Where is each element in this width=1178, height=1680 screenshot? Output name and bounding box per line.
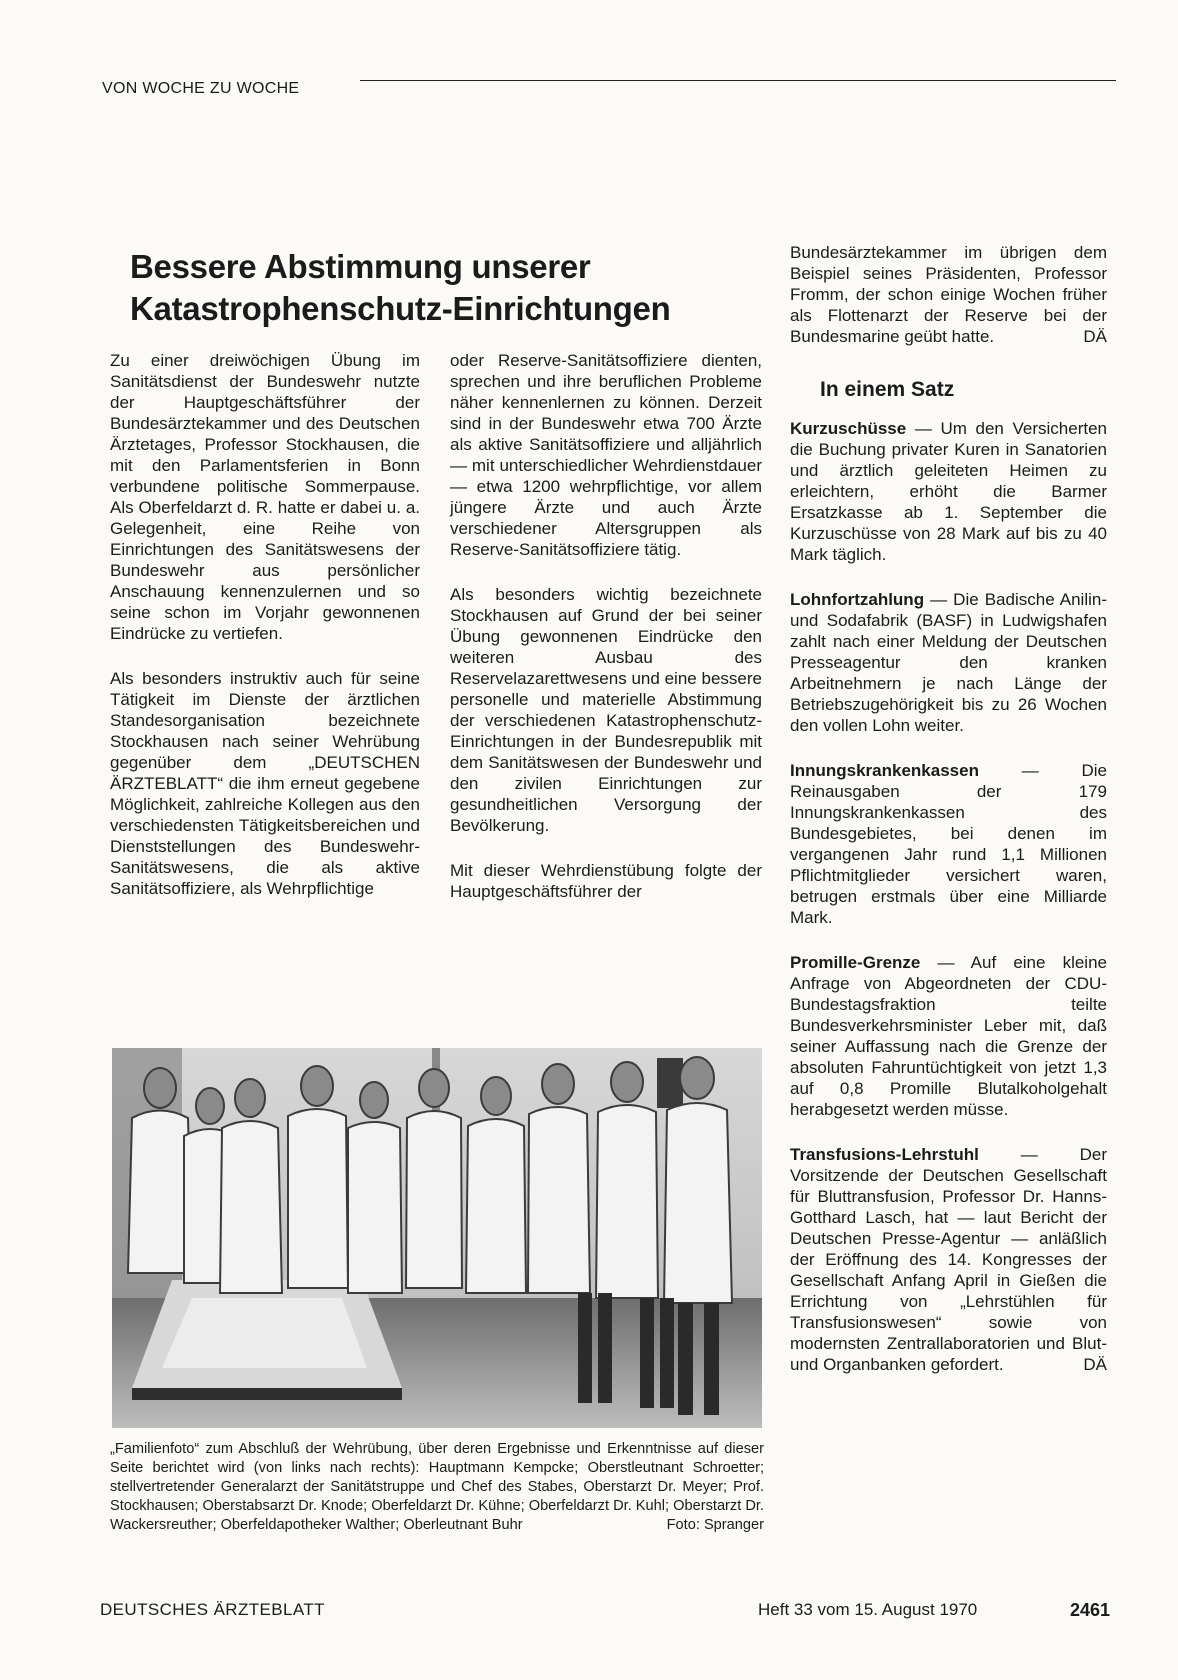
page-number: 2461	[1070, 1600, 1111, 1620]
news-item-text: — Auf eine kleine Anfrage von Abgeordneten der CDU-Bundestagsfraktion teilte Bundesverkehrsminister Leber mit, daß seiner Auffassung nach die Grenze der absoluten Fahruntüchtigkeit von jetzt 1,3 auf 0,8 Promille Blutalkoholgehalt herabgesetzt werden müsse.	[790, 953, 1107, 1119]
news-item	[790, 1144, 1107, 1375]
papers-on-table	[162, 1298, 367, 1368]
mantel-clock	[657, 1058, 683, 1108]
article-column-1	[110, 350, 420, 923]
article-paragraph-continued: Bundesärztekammer im übrigen dem Beispiel seines Präsidenten, Professor Fromm, der schon einige Wochen früher als Flottenarzt der Reserve bei der Bundesmarine geübt hatte. DÄ	[790, 243, 1107, 346]
table-edge	[132, 1388, 402, 1400]
news-item-text: — Um den Versicherten die Buchung privater Kuren in Sanatorien und ärztlich geleiteten Heimen zu erleichtern, erhöht die Barmer Ersatzkasse ab 1. September die Kurzuschüsse von 28 Mark auf bis zu 40 Mark täglich.	[790, 419, 1107, 564]
news-item-head: Innungskrankenkassen	[790, 761, 979, 780]
news-item-text: — Der Vorsitzende der Deutschen Gesellschaft für Bluttransfusion, Professor Dr. Hanns-Gotthard Lasch, hat — laut Bericht der Deutschen Presse-Agentur — anläßlich der Eröffnung des 14. Kongresses der Gesellschaft Anfang April in Gießen die Errichtung von „Lehrstühlen für Transfusionswesen“ sowie von modernsten Zentrallaboratorien und Blut- und Organbanken gefordert.	[790, 1145, 1107, 1374]
header-rule	[360, 80, 1116, 81]
article-paragraph: Als besonders instruktiv auch für seine Tätigkeit im Dienste der ärztlichen Standesorganisation bezeichnete Stockhausen nach seiner Wehrübung gegenüber dem „DEUTSCHEN ÄRZTEBLATT“ die ihm erneut gegebene Möglichkeit, zahlreiche Kollegen aus den verschiedensten Tätigkeitsbereichen und Dienststellungen des Bundeswehr-Sanitätswesens, die als aktive Sanitätsoffiziere, als Wehrpflichtige	[110, 669, 420, 898]
news-item-head: Kurzuschüsse	[790, 419, 907, 438]
sidebar-heading: In einem Satz	[820, 378, 955, 401]
news-item	[790, 760, 1107, 928]
footer-issue: Heft 33 vom 15. August 1970	[758, 1600, 978, 1619]
article-paragraph: Zu einer dreiwöchigen Übung im Sanitätsdienst der Bundeswehr nutzte der Hauptgeschäftsführer der Bundesärztekammer und des Deutschen Ärztetages, Professor Stockhausen, die mit den Parlamentsferien in Bonn verbundene politische Sommerpause. Als Oberfeldarzt d. R. hatte er dabei u. a. Gelegenheit, eine Reihe von Einrichtungen des Sanitätswesens der Bundeswehr aus persönlicher Anschauung kennenzulernen und so seine schon im Vorjahr gewonnenen Eindrücke zu vertiefen.	[110, 351, 420, 643]
title-line-1: Bessere Abstimmung unserer	[130, 248, 591, 285]
news-item	[790, 952, 1107, 1120]
news-item	[790, 589, 1107, 736]
photo-credit: Foto: Spranger	[666, 1517, 764, 1533]
news-item-head: Transfusions-Lehrstuhl	[790, 1145, 979, 1164]
title-line-2: Katastrophenschutz-Einrichtungen	[130, 290, 671, 327]
article-column-2	[450, 350, 762, 926]
news-item-text: — Die Reinausgaben der 179 Innungskrankenkassen des Bundesgebietes, bei denen im vergangenen Jahr rund 1,1 Millionen Pflichtmitglieder versichert waren, betrugen erstmals über eine Milliarde Mark.	[790, 761, 1107, 927]
news-item-head: Promille-Grenze	[790, 953, 921, 972]
news-item	[790, 418, 1107, 565]
article-paragraph: Als besonders wichtig bezeichnete Stockhausen auf Grund der bei seiner Übung gewonnenen Eindrücke den weiteren Ausbau des Reservelazarettwesens und eine bessere personelle und materielle Abstimmung der verschiedenen Katastrophenschutz-Einrichtungen in der Bundesrepublik mit dem Sanitätswesen der Bundeswehr und den zivilen Einrichtungen zur gesundheitlichen Versorgung der Bevölkerung.	[450, 585, 762, 835]
article-paragraph: Mit dieser Wehrdienstübung folgte der Hauptgeschäftsführer der	[450, 861, 762, 901]
article-title	[130, 246, 690, 330]
article-signature: DÄ	[1083, 327, 1107, 346]
sidebar-column	[790, 242, 1107, 1375]
news-item-head: Lohnfortzahlung	[790, 590, 925, 609]
article-paragraph: oder Reserve-Sanitätsoffiziere dienten, sprechen und ihre beruflichen Probleme näher kennenlernen zu können. Derzeit sind in der Bundeswehr etwa 700 Ärzte als aktive Sanitätsoffiziere und alljährlich — mit unterschiedlicher Wehrdienstdauer — etwa 1200 wehrpflichtige, vor allem jüngere Ärzte und auch Ärzte verschiedener Altersgruppen als Reserve-Sanitätsoffiziere tätig.	[450, 351, 762, 559]
news-item-text: — Die Badische Anilin- und Sodafabrik (BASF) in Ludwigshafen zahlt nach einer Meldung der Deutschen Presseagentur den kranken Arbeitnehmern je nach Länge der Betriebszugehörigkeit bis zu 26 Wochen den vollen Lohn weiter.	[790, 590, 1107, 735]
group-photo	[112, 1048, 762, 1428]
photo-caption	[110, 1440, 764, 1535]
footer-publication: DEUTSCHES ÄRZTEBLATT	[100, 1600, 325, 1619]
sidebar-signature: DÄ	[1083, 1355, 1107, 1374]
running-head: VON WOCHE ZU WOCHE	[102, 80, 300, 97]
caption-text: „Familienfoto“ zum Abschluß der Wehrübung, über deren Ergebnisse und Erkenntnisse auf dieser Seite berichtet wird (von links nach rechts): Hauptmann Kempcke; Oberstleutnant Schroetter; stellvertretender Generalarzt der Sanitätstruppe und Chef des Stabes, Oberstarzt Dr. Meyer; Prof. Stockhausen; Oberstabsarzt Dr. Knode; Oberfeldarzt Dr. Kühne; Oberfeldarzt Dr. Kuhl; Oberstarzt Dr. Wackersreuther; Oberfeldapotheker Walther; Oberleutnant Buhr	[110, 1441, 764, 1533]
